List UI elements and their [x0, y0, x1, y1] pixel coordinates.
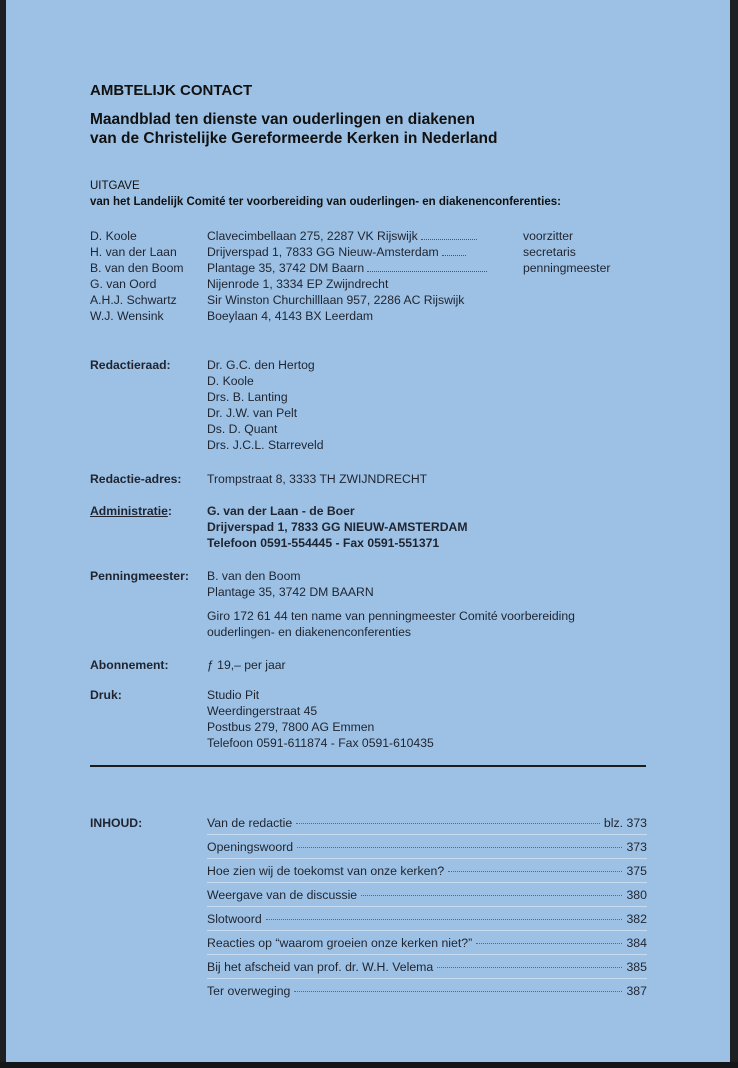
abonnement-value: ƒ 19,– per jaar	[207, 658, 286, 672]
penningmeester-name: B. van den Boom	[207, 569, 301, 583]
penningmeester-address: Plantage 35, 3742 DM BAARN	[207, 585, 374, 599]
board-name: H. van der Laan	[90, 245, 177, 259]
toc-page: 382	[626, 912, 647, 926]
toc-title: Slotwoord	[207, 912, 262, 926]
administratie-label: Administratie:	[90, 504, 172, 518]
toc-title: Weergave van de discussie	[207, 888, 358, 902]
toc-leader	[361, 894, 622, 896]
administratie-address: Drijverspad 1, 7833 GG NIEUW-AMSTERDAM	[207, 520, 468, 534]
druk-label: Druk:	[90, 688, 122, 702]
toc-leader	[437, 966, 622, 968]
toc-leader	[448, 870, 622, 872]
board-address: Sir Winston Churchilllaan 957, 2286 AC Rijswijk	[207, 293, 465, 307]
giro-line1: Giro 172 61 44 ten name van penningmeester Comité voorbereiding	[207, 609, 575, 623]
toc-divider	[207, 834, 647, 835]
redactieraad-member: Ds. D. Quant	[207, 422, 278, 436]
board-role: secretaris	[523, 245, 576, 259]
toc-page: blz. 373	[603, 816, 647, 830]
toc-item[interactable]	[207, 840, 647, 854]
toc-title: Hoe zien wij de toekomst van onze kerken?	[207, 864, 445, 878]
administratie-phone: Telefoon 0591-554445 - Fax 0591-551371	[207, 536, 440, 550]
toc-divider	[207, 978, 647, 979]
magazine-subtitle-line1: Maandblad ten dienste van ouderlingen en diakenen	[90, 111, 475, 128]
redactieraad-member: Dr. J.W. van Pelt	[207, 406, 298, 420]
board-role: voorzitter	[523, 229, 574, 243]
colophon-page	[6, 0, 730, 1062]
druk-line: Weerdingerstraat 45	[207, 704, 318, 718]
toc-title: Reacties op “waarom groeien onze kerken niet?”	[207, 936, 473, 950]
board-address: Drijverspad 1, 7833 GG Nieuw-Amsterdam	[207, 245, 469, 259]
board-address: Plantage 35, 3742 DM Baarn	[207, 261, 490, 275]
toc-title: Van de redactie	[207, 816, 293, 830]
toc-page: 384	[626, 936, 647, 950]
redactieraad-label: Redactieraad:	[90, 358, 171, 372]
toc-item[interactable]	[207, 984, 647, 998]
toc-page: 385	[626, 960, 647, 974]
giro-line2: ouderlingen- en diakenenconferenties	[207, 625, 411, 639]
toc-page: 375	[626, 864, 647, 878]
magazine-subtitle-line2: van de Christelijke Gereformeerde Kerken in Nederland	[90, 130, 498, 147]
page-bottom-edge	[0, 1062, 738, 1068]
board-role: penningmeester	[523, 261, 611, 275]
toc-leader	[296, 822, 600, 824]
board-address: Boeylaan 4, 4143 BX Leerdam	[207, 309, 374, 323]
toc-page: 387	[626, 984, 647, 998]
redactieraad-member: D. Koole	[207, 374, 254, 388]
redactie-adres-label: Redactie-adres:	[90, 472, 182, 486]
redactie-adres-value: Trompstraat 8, 3333 TH ZWIJNDRECHT	[207, 472, 428, 486]
toc-item[interactable]	[207, 888, 647, 902]
magazine-title: AMBTELIJK CONTACT	[90, 82, 253, 99]
toc-item[interactable]	[207, 960, 647, 974]
toc-divider	[207, 930, 647, 931]
board-name: G. van Oord	[90, 277, 157, 291]
toc-divider	[207, 906, 647, 907]
board-address: Nijenrode 1, 3334 EP Zwijndrecht	[207, 277, 389, 291]
toc-leader	[294, 990, 622, 992]
abonnement-label: Abonnement:	[90, 658, 169, 672]
toc-item[interactable]	[207, 912, 647, 926]
toc-page: 380	[626, 888, 647, 902]
druk-line: Telefoon 0591-611874 - Fax 0591-610435	[207, 736, 434, 750]
board-name: D. Koole	[90, 229, 137, 243]
toc-title: Openingswoord	[207, 840, 294, 854]
redactieraad-member: Dr. G.C. den Hertog	[207, 358, 315, 372]
toc-title: Bij het afscheid van prof. dr. W.H. Velema	[207, 960, 434, 974]
section-divider	[90, 765, 646, 767]
toc-leader	[266, 918, 623, 920]
redactieraad-member: Drs. J.C.L. Starreveld	[207, 438, 324, 452]
toc-divider	[207, 882, 647, 883]
toc-item[interactable]	[207, 816, 647, 830]
board-address: Clavecimbellaan 275, 2287 VK Rijswijk	[207, 229, 480, 243]
publisher-heading: UITGAVE	[90, 180, 140, 192]
toc-title: Ter overweging	[207, 984, 291, 998]
inhoud-label: INHOUD:	[90, 816, 143, 830]
board-name: A.H.J. Schwartz	[90, 293, 177, 307]
board-name: W.J. Wensink	[90, 309, 164, 323]
druk-line: Studio Pit	[207, 688, 260, 702]
board-name: B. van den Boom	[90, 261, 184, 275]
toc-page: 373	[626, 840, 647, 854]
druk-line: Postbus 279, 7800 AG Emmen	[207, 720, 375, 734]
toc-leader	[476, 942, 622, 944]
toc-item[interactable]	[207, 936, 647, 950]
toc-leader	[297, 846, 622, 848]
redactieraad-member: Drs. B. Lanting	[207, 390, 288, 404]
toc-divider	[207, 858, 647, 859]
publisher-line: van het Landelijk Comité ter voorbereiding van ouderlingen- en diakenenconferenties:	[90, 196, 561, 208]
toc-item[interactable]	[207, 864, 647, 878]
penningmeester-label: Penningmeester:	[90, 569, 189, 583]
toc-divider	[207, 954, 647, 955]
administratie-name: G. van der Laan - de Boer	[207, 504, 355, 518]
